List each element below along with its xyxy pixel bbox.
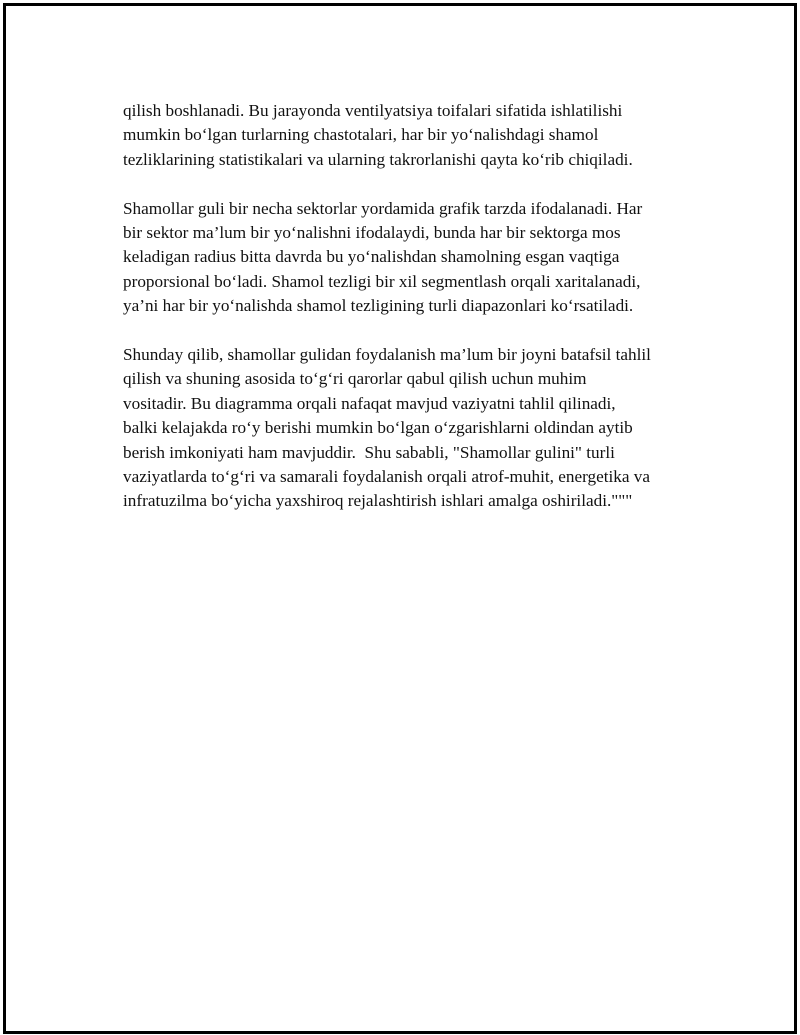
page-frame (3, 3, 797, 1034)
text-line: keladigan radius bitta davrda bu yo‘nalishdan shamolning esgan vaqtiga (123, 247, 620, 267)
text-line: tezliklarining statistikalari va ularning takrorlanishi qayta ko‘rib chiqiladi. (123, 149, 633, 169)
text-line: proporsional bo‘ladi. Shamol tezligi bir xil segmentlash orqali xaritalanadi, (123, 271, 641, 291)
paragraph-2 (123, 197, 713, 319)
text-line: balki kelajakda ro‘y berishi mumkin bo‘lgan o‘zgarishlarni oldindan aytib (123, 418, 633, 438)
paragraph-1 (123, 99, 713, 172)
text-line: qilish va shuning asosida to‘g‘ri qarorlar qabul qilish uchun muhim (123, 369, 587, 389)
text-line: Shunday qilib, shamollar gulidan foydalanish ma’lum bir joyni batafsil tahlil (123, 345, 651, 365)
text-line: vaziyatlarda to‘g‘ri va samarali foydalanish orqali atrof-muhit, energetika va (123, 467, 651, 487)
text-line: Shamollar guli bir necha sektorlar yordamida grafik tarzda ifodalanadi. Har (123, 198, 643, 218)
document-body (123, 99, 713, 538)
text-line: bir sektor ma’lum bir yo‘nalishni ifodalaydi, bunda har bir sektorga mos (123, 223, 621, 243)
text-line: vositadir. Bu diagramma orqali nafaqat mavjud vaziyatni tahlil qilinadi, (123, 393, 616, 413)
text-line: infratuzilma bo‘yicha yaxshiroq rejalashtirish ishlari amalga oshiriladi.""" (123, 491, 633, 511)
text-line: berish imkoniyati ham mavjuddir. Shu sababli, "Shamollar gulini" turli (123, 442, 615, 462)
paragraph-3 (123, 343, 713, 514)
text-line: qilish boshlanadi. Bu jarayonda ventilyatsiya toifalari sifatida ishlatilishi (123, 101, 623, 120)
text-line: ya’ni har bir yo‘nalishda shamol tezligining turli diapazonlari ko‘rsatiladi. (123, 296, 634, 316)
text-line: mumkin bo‘lgan turlarning chastotalari, har bir yo‘nalishdagi shamol (123, 125, 599, 145)
